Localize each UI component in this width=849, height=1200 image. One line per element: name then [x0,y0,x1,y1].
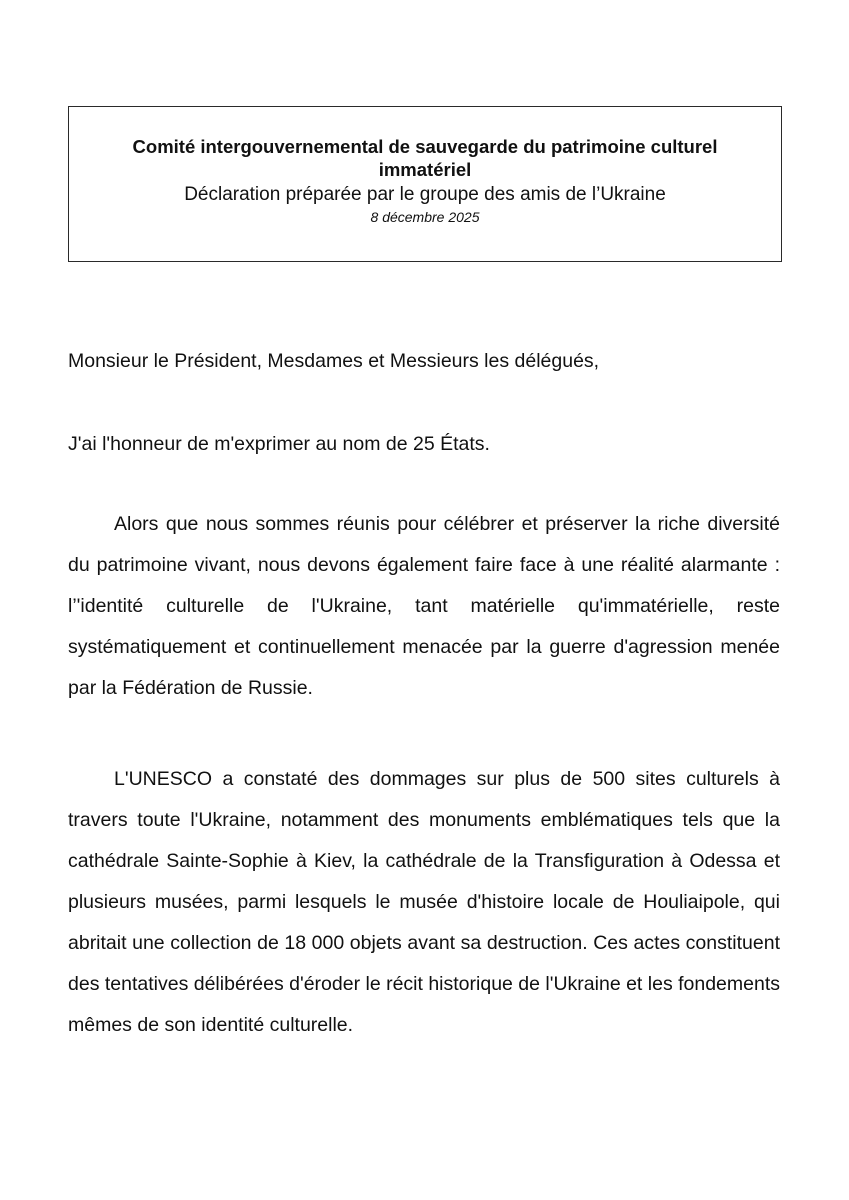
header-box [68,106,782,262]
document-title: Comité intergouvernemental de sauvegarde du patrimoine culturel immatériel [132,136,718,180]
paragraph-1: Alors que nous sommes réunis pour célébrer et préserver la riche diversité du patrimoine vivant, nous devons également faire face à une réalité alarmante : l’'identité culturelle de l'Ukraine, tant matérielle qu'immatérielle, reste systématiquement et continuellement menacée par la guerre d'agression menée par la Fédération de Russie. [68,513,780,699]
document-subtitle: Déclaration préparée par le groupe des amis de l’Ukraine [184,184,666,205]
paragraph-2: L'UNESCO a constaté des dommages sur plus de 500 sites culturels à travers toute l'Ukraine, notamment des monuments emblématiques tels que la cathédrale Sainte-Sophie à Kiev, la cathédrale de la Transfiguration à Odessa et plusieurs musées, parmi lesquels le musée d'histoire locale de Houliaipole, qui abritait une collection de 18 000 objets avant sa destruction. Ces actes constituent des tentatives délibérées d'éroder le récit historique de l'Ukraine et les fondements mêmes de son identité culturelle. [68,768,781,1036]
document-date: 8 décembre 2025 [370,209,480,225]
salutation: Monsieur le Président, Mesdames et Messieurs les délégués, [68,350,600,372]
intro-sentence: J'ai l'honneur de m'exprimer au nom de 25 États. [68,433,490,455]
